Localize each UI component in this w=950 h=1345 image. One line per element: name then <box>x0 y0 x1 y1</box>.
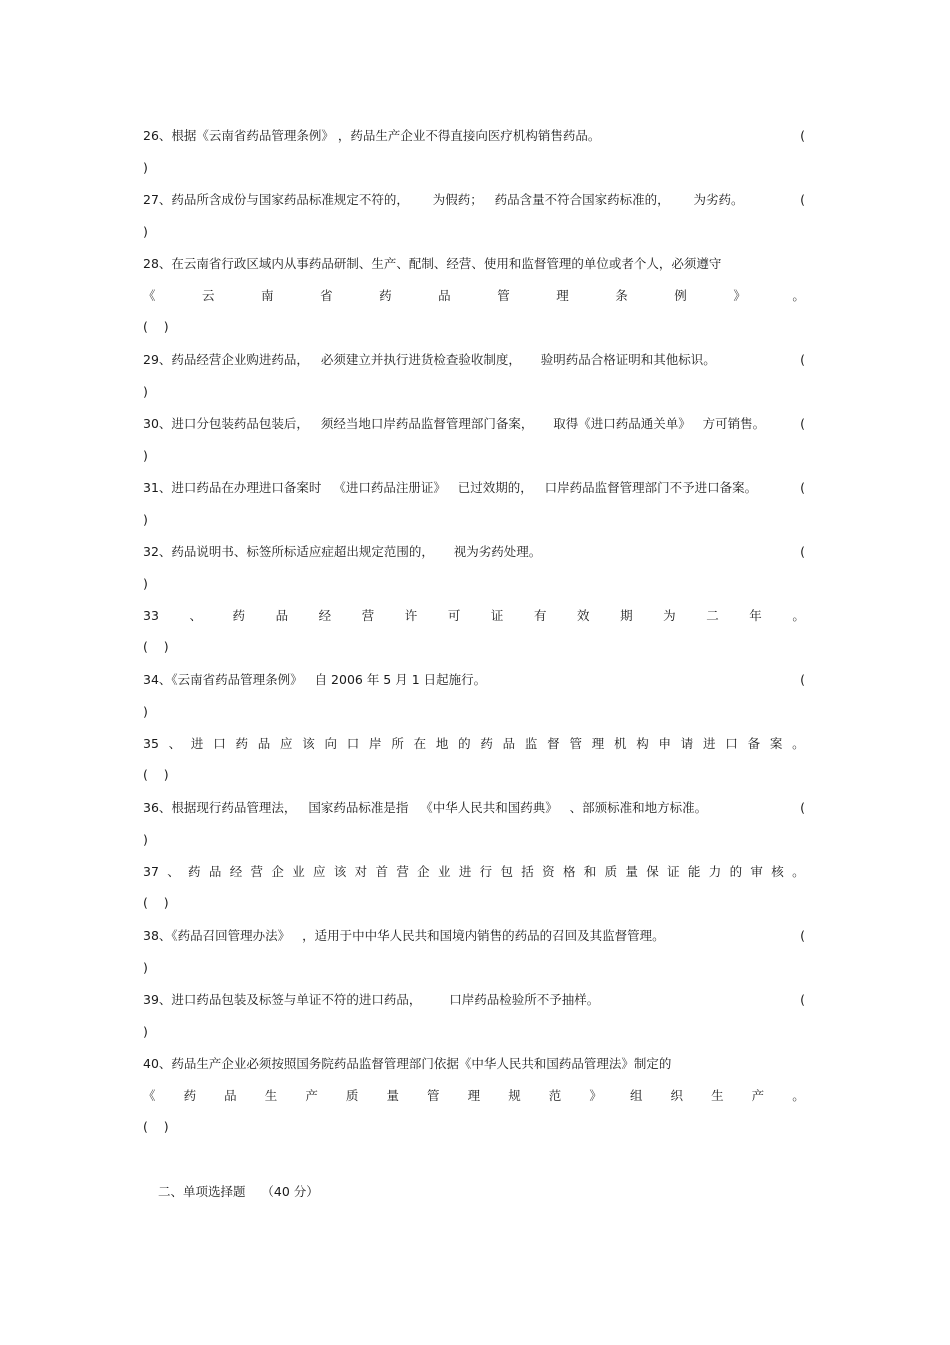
question-28-justified-line <box>143 287 805 305</box>
char: 品 <box>224 1088 237 1103</box>
char: 在 <box>413 736 427 751</box>
char: 力 <box>708 864 722 879</box>
question-38 <box>143 927 805 945</box>
char: 药 <box>379 288 392 303</box>
char: 产 <box>751 1088 765 1103</box>
char: 、 <box>167 864 180 879</box>
char: 》 <box>589 1088 602 1103</box>
char: 口 <box>213 736 226 751</box>
answer-open-paren: ( <box>800 416 805 431</box>
char: 》 <box>733 288 746 303</box>
char: 。 <box>792 288 805 303</box>
char: 证 <box>667 864 680 879</box>
char: 条 <box>615 288 628 303</box>
char: 《 <box>143 288 156 303</box>
char: 例 <box>674 288 687 303</box>
char: 岸 <box>369 736 382 751</box>
char: 许 <box>404 608 418 623</box>
answer-close-paren: ) <box>143 384 148 399</box>
question-37 <box>143 863 805 881</box>
char: 行 <box>479 864 493 879</box>
char: 申 <box>658 736 672 751</box>
char: 首 <box>375 864 389 879</box>
char: 理 <box>556 288 569 303</box>
answer-close-paren: ) <box>143 1024 148 1039</box>
char: 口 <box>725 736 738 751</box>
question-text: 26、根据《云南省药品管理条例》 ，药品生产企业不得直接向医疗机构销售药品。 <box>143 128 601 143</box>
char: 35 <box>143 736 159 751</box>
char: 请 <box>680 736 694 751</box>
char: 生 <box>264 1088 278 1103</box>
char: 品 <box>438 288 451 303</box>
char: 质 <box>345 1088 359 1103</box>
answer-open-paren: ( <box>800 192 805 207</box>
char: 南 <box>261 288 274 303</box>
char: 企 <box>417 864 430 879</box>
char: 33 <box>143 608 159 623</box>
char: 理 <box>467 1088 481 1103</box>
question-40-justified-line <box>143 1087 805 1105</box>
question-text: 27、药品所含成份与国家药品标准规定不符的， 为假药； 药品含量不符合国家药标准的， 为劣药。 <box>143 192 744 207</box>
char: 督 <box>547 736 560 751</box>
char: 织 <box>670 1088 684 1103</box>
answer-close-paren: ) <box>143 160 148 175</box>
char: 进 <box>190 736 204 751</box>
char: 进 <box>458 864 472 879</box>
char: 营 <box>361 608 375 623</box>
char: 机 <box>613 736 627 751</box>
answer-open-paren: ( <box>800 352 805 367</box>
char: 药 <box>232 608 246 623</box>
char: 范 <box>548 1088 562 1103</box>
char: 品 <box>275 608 289 623</box>
char: 生 <box>711 1088 724 1103</box>
answer-open-paren: ( <box>800 800 805 815</box>
answer-close-paren: ) <box>143 832 148 847</box>
answer-blank: ( ) <box>143 1119 169 1134</box>
char: 营 <box>250 864 264 879</box>
char: 省 <box>320 288 333 303</box>
question-27 <box>143 191 805 209</box>
answer-open-paren: ( <box>800 992 805 1007</box>
question-text: 34、《云南省药品管理条例》 自 2006 年 5 月 1 日起施行。 <box>143 672 487 687</box>
answer-open-paren: ( <box>800 480 805 495</box>
char: 业 <box>292 864 305 879</box>
answer-open-paren: ( <box>800 928 805 943</box>
question-34 <box>143 671 805 689</box>
char: 能 <box>687 864 701 879</box>
char: 。 <box>792 864 805 879</box>
char: 《 <box>143 1088 156 1103</box>
char: 药 <box>480 736 493 751</box>
char: 37 <box>143 864 159 879</box>
answer-close-paren: ) <box>143 512 148 527</box>
question-text: 30、进口分包装药品包装后， 须经当地口岸药品监督管理部门备案， 取得《进口药品通关单》 方可销售。 <box>143 416 766 431</box>
char: 企 <box>271 864 284 879</box>
char: 效 <box>577 608 590 623</box>
char: 审 <box>750 864 763 879</box>
question-30 <box>143 415 805 433</box>
answer-open-paren: ( <box>800 544 805 559</box>
question-31 <box>143 479 805 497</box>
char: 药 <box>235 736 248 751</box>
question-39 <box>143 991 805 1009</box>
answer-blank: ( ) <box>143 319 169 334</box>
char: 量 <box>386 1088 399 1103</box>
char: 向 <box>324 736 338 751</box>
question-35 <box>143 735 805 753</box>
char: 品 <box>257 736 271 751</box>
char: 的 <box>729 864 743 879</box>
question-33 <box>143 607 805 625</box>
char: 证 <box>490 608 504 623</box>
char: 监 <box>524 736 538 751</box>
char: 格 <box>562 864 576 879</box>
char: 地 <box>435 736 449 751</box>
char: 品 <box>502 736 516 751</box>
answer-open-paren: ( <box>800 128 805 143</box>
char: 口 <box>346 736 360 751</box>
char: 质 <box>604 864 618 879</box>
char: 有 <box>533 608 547 623</box>
char: 该 <box>333 864 347 879</box>
char: 构 <box>636 736 649 751</box>
char: 理 <box>591 736 605 751</box>
char: 管 <box>427 1088 440 1103</box>
char: 该 <box>302 736 315 751</box>
answer-close-paren: ) <box>143 960 148 975</box>
char: 保 <box>646 864 659 879</box>
question-text: 39、进口药品包装及标签与单证不符的进口药品， 口岸药品检验所不予抽样。 <box>143 992 600 1007</box>
char: 。 <box>792 1088 805 1103</box>
char: 进 <box>703 736 716 751</box>
char: 的 <box>458 736 471 751</box>
question-26 <box>143 127 805 145</box>
answer-blank: ( ) <box>143 767 169 782</box>
answer-open-paren: ( <box>800 672 805 687</box>
answer-close-paren: ) <box>143 224 148 239</box>
char: 业 <box>437 864 451 879</box>
char: 备 <box>747 736 761 751</box>
char: 二 <box>706 608 719 623</box>
char: 量 <box>625 864 638 879</box>
char: 括 <box>521 864 534 879</box>
answer-blank: ( ) <box>143 895 169 910</box>
char: 应 <box>313 864 326 879</box>
question-text: 29、药品经营企业购进药品， 必须建立并执行进货检查验收制度， 验明药品合格证明和其他标识。 <box>143 352 716 367</box>
char: 经 <box>229 864 243 879</box>
char: 所 <box>391 736 404 751</box>
char: 资 <box>542 864 555 879</box>
char: 可 <box>447 608 461 623</box>
char: 和 <box>583 864 597 879</box>
char: 经 <box>318 608 332 623</box>
char: 规 <box>508 1088 521 1103</box>
question-text: 31、进口药品在办理进口备案时 《进口药品注册证》 已过效期的， 口岸药品监督管理部门不予进口备案。 <box>143 480 758 495</box>
char: 包 <box>500 864 513 879</box>
char: 。 <box>792 608 805 623</box>
question-text: 40、药品生产企业必须按照国务院药品监督管理部门依据《中华人民共和国药品管理法》制定的 <box>143 1056 672 1071</box>
char: 营 <box>396 864 409 879</box>
char: 药 <box>183 1088 197 1103</box>
char: 组 <box>629 1088 643 1103</box>
char: 品 <box>208 864 222 879</box>
question-36 <box>143 799 805 817</box>
char: 年 <box>749 608 762 623</box>
answer-close-paren: ) <box>143 704 148 719</box>
question-text: 36、根据现行药品管理法， 国家药品标准是指 《中华人民共和国药典》 、部颁标准和地方标准。 <box>143 800 708 815</box>
char: 案 <box>769 736 783 751</box>
answer-close-paren: ) <box>143 448 148 463</box>
question-text: 28、在云南省行政区域内从事药品研制、生产、配制、经营、使用和监督管理的单位或者个人，必须遵守 <box>143 256 722 271</box>
char: 核 <box>771 864 784 879</box>
question-40 <box>143 1055 805 1073</box>
char: 药 <box>188 864 201 879</box>
char: 对 <box>354 864 368 879</box>
char: 管 <box>497 288 510 303</box>
char: 管 <box>569 736 582 751</box>
char: 云 <box>202 288 215 303</box>
char: 为 <box>663 608 676 623</box>
char: 期 <box>620 608 633 623</box>
section-heading: 二、单项选择题 （40 分） <box>158 1184 319 1199</box>
question-32 <box>143 543 805 561</box>
question-29 <box>143 351 805 369</box>
char: 、 <box>189 608 202 623</box>
char: 。 <box>792 736 805 751</box>
answer-close-paren: ) <box>143 576 148 591</box>
char: 应 <box>279 736 293 751</box>
char: 、 <box>168 736 182 751</box>
question-28 <box>143 255 805 273</box>
question-text: 32、药品说明书、标签所标适应症超出规定范围的， 视为劣药处理。 <box>143 544 542 559</box>
question-text: 38、《药品召回管理办法》 ，适用于中中华人民共和国境内销售的药品的召回及其监督管理。 <box>143 928 665 943</box>
char: 产 <box>305 1088 318 1103</box>
answer-blank: ( ) <box>143 639 169 654</box>
